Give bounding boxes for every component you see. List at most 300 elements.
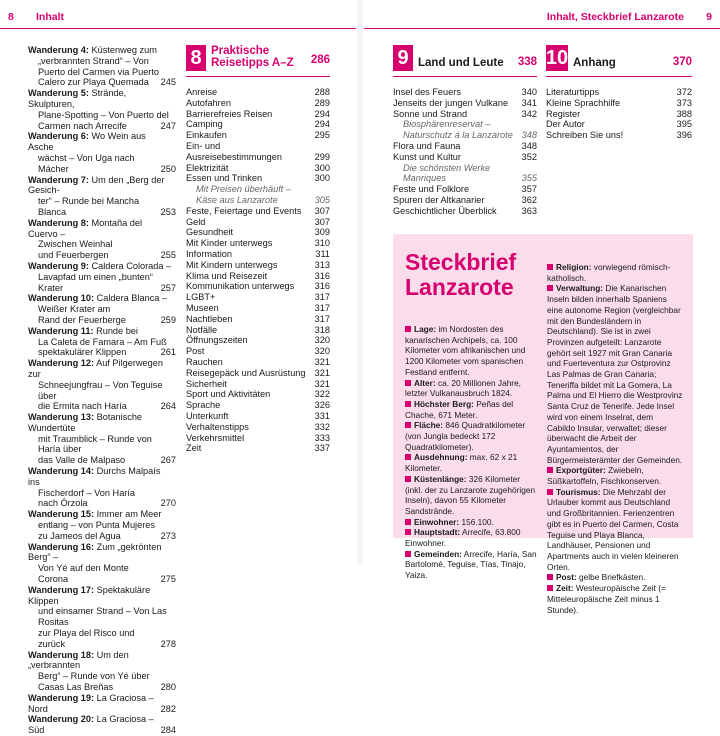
chapter-8-entry-page: 337 (314, 443, 330, 454)
chapter-8-entry-page: 305 (314, 194, 330, 205)
hike-page: 264 (160, 401, 176, 412)
hike-entry-text: ter“ – Runde bei Mancha Blanca (38, 196, 140, 217)
chapter-8-entry (186, 109, 330, 120)
hike-entry-line (28, 239, 176, 250)
steckbrief-fact-text: max. 62 x 21 Kilometer. (405, 452, 518, 474)
chapter-9-entry (393, 119, 537, 130)
chapter-9-entry-title: Spuren der Altkanarier (393, 194, 485, 205)
chapter-10-heading (546, 45, 692, 77)
hike-number: Wanderung 11: (28, 325, 94, 336)
hike-page: 259 (160, 314, 176, 325)
chapter-8-entry-page: 321 (314, 367, 330, 378)
steckbrief-fact-text: Arrecife, Haría, San Bartolomé, Teguise, Tías, Tinajo, Yaiza. (405, 548, 537, 581)
steckbrief-fact-text: 326 Kilometer (inkl. der zu Lanzarote zugehörigen Inseln), davon 55 Kilometer Sandstrände. (405, 473, 536, 516)
chapter-8-entry (186, 87, 330, 98)
hike-entry-text: La Caleta de Famara – Am Fuß (38, 336, 167, 347)
hike-entry-text: Carmen nach Arrecife (38, 120, 127, 131)
chapter-8-entry (186, 98, 330, 109)
chapter-8-entry-page: 295 (314, 130, 330, 141)
hike-entry-text: Lavapfad um einen „bunten“ Krater (38, 271, 153, 293)
hike-entry-text: Wanderung 18: Um den „verbrannten (28, 649, 129, 671)
hike-entry (28, 650, 176, 693)
hike-number: Wanderung 4: (28, 45, 89, 55)
hike-entry-text: Casas Las Breñas (38, 682, 114, 693)
chapter-8-entry (186, 389, 330, 400)
hike-entry-text: Calero zur Playa Quemada (38, 77, 149, 88)
hike-entry-line (28, 45, 176, 56)
chapter-9-entry-page: 348 (521, 140, 537, 151)
chapter-8-entry (186, 303, 330, 314)
hike-page: 282 (160, 703, 176, 714)
hike-entry-line (28, 466, 176, 488)
chapter-8-entry-page: 311 (315, 248, 330, 259)
hike-entry-line (28, 682, 176, 693)
hike-entry-text: Puerto del Carmen via Puerto (38, 66, 160, 77)
chapter-8-entry (186, 346, 330, 357)
hike-page: 273 (160, 530, 176, 541)
chapter-10-entries (546, 87, 692, 141)
chapter-8-entry-title: Camping (186, 119, 223, 130)
hike-entry (28, 175, 176, 218)
chapter-8-entry (186, 368, 330, 379)
hike-entry-line (28, 175, 176, 197)
hike-entry (28, 509, 176, 541)
hike-number: Wanderung 17: (28, 584, 95, 595)
hike-entry-text: und einsamer Strand – Von Las Rositas (38, 606, 167, 628)
chapter-8-entry-title: Einkaufen (186, 130, 227, 141)
hike-entry-text: Wanderung 15: Immer am Meer (28, 509, 162, 520)
steckbrief-fact (405, 474, 539, 517)
chapter-8-entry-page: 322 (314, 389, 330, 400)
chapter-8-entry-title: Mit Kinder unterwegs (186, 238, 273, 249)
hike-entry (28, 714, 176, 736)
bullet-square-icon (405, 380, 411, 386)
hike-entry-text: Wanderung 14: Durchs Malpaís ins (28, 466, 161, 487)
chapter-8-entry-page: 309 (314, 227, 330, 238)
hike-number: Wanderung 18: (28, 649, 95, 660)
steckbrief-fact-text: Westeuropäische Zeit (= Mitteleuropäische Zeit minus 1 Stunde). (547, 583, 666, 615)
bullet-square-icon (547, 285, 553, 291)
hike-entry (28, 293, 176, 325)
chapter-9-entry-title: Die schönsten Werke Manriques (403, 162, 491, 184)
hike-entry-line (28, 315, 176, 326)
bullet-square-icon (547, 467, 553, 473)
chapter-10-entry-page: 372 (676, 87, 692, 97)
steckbrief-fact (405, 517, 539, 528)
hike-entry-line (28, 488, 176, 510)
chapter-8-entry-title: Post (186, 346, 205, 357)
chapter-9-entry-page: 363 (521, 205, 537, 216)
hike-entry (28, 693, 176, 715)
chapter-8-entry-title: Unterkunft (186, 410, 229, 421)
chapter-9-entry-title: Sonne und Strand (393, 108, 468, 119)
hike-entry-text: Wanderung 9: Caldera Colorada – (28, 260, 172, 271)
chapter-9-entry-page: 357 (521, 184, 537, 195)
chapter-8-entry-title: Sport und Aktivitäten (186, 389, 271, 400)
chapter-8-entry (186, 206, 330, 217)
chapter-8-entry-title: Information (186, 248, 232, 259)
chapter-8-entry (186, 260, 330, 271)
chapter-10-entry-page: 388 (676, 108, 692, 119)
steckbrief-fact (405, 549, 539, 581)
chapter-8-entry-page: 317 (314, 302, 330, 313)
hike-page: 257 (160, 282, 176, 293)
hike-entry-line (28, 531, 176, 542)
chapter-9-entries (393, 87, 537, 217)
hike-entry-text: Wanderung 10: Caldera Blanca – (28, 293, 168, 304)
chapter-8-entry-title: Feste, Feiertage und Events (186, 205, 302, 216)
steckbrief-fact-text: im Nordosten des kanarischen Archipels, ca. 100 Kilometer vom afrikanischen und 1200 Kilometer vom spanischen Festland entfernt. (405, 324, 526, 377)
bullet-square-icon (547, 264, 553, 270)
hike-entry-text: Wanderung 8: Montaña del Cuervo – (28, 217, 143, 239)
chapter-8-entry-title: Notfälle (186, 324, 218, 335)
chapter-8-entry (186, 335, 330, 346)
chapter-8-entry-page: 320 (314, 335, 330, 346)
hike-entry (28, 131, 176, 174)
bullet-square-icon (547, 489, 553, 495)
steckbrief-fact-text: 156.100. (459, 516, 494, 527)
steckbrief-fact-text: Die Kanarischen Inseln bilden innerhalb Spaniens eine autonome Region (vergleichbar mit den Bundesländern in Deutschland). Sie ist in zwei Provinzen aufgeteilt: Lanzarote gehört seit 1927 mit Gran Canaria und Fuerteventura zur Ostprovinz Las Palmas de Gran Canaria; Teneriffa bildet mit La Gomera, La Palma und El Hierro die Westprovinz Santa Cruz de Tenerife. Jede Insel wird von einem Inselrat, dem Cabildo Insular, verwaltet; dieser überwacht die Arbeit der Ayuntamientos, der Bürgermeisterämter der Gemeinden. (547, 283, 683, 465)
hike-page: 284 (160, 725, 176, 736)
bullet-square-icon (405, 454, 411, 460)
chapter-8-entry (186, 195, 330, 206)
steckbrief-fact (405, 420, 539, 452)
hike-page: 270 (160, 498, 176, 509)
chapter-8-entry-title: Klima und Reisezeit (186, 270, 268, 281)
chapter-9-entry-title: Naturschutz á la Lanzarote (403, 130, 513, 141)
steckbrief-fact-label: Höchster Berg: (414, 398, 474, 409)
hike-entry (28, 261, 176, 293)
hike-page: 280 (160, 682, 176, 693)
chapter-10-title: Anhang (573, 57, 616, 69)
steckbrief-title (405, 250, 516, 300)
steckbrief-fact-label: Verwaltung: (556, 283, 604, 294)
steckbrief-fact-text: Zwiebeln, Süßkartoffeln, Fischkonserven. (547, 465, 662, 487)
hike-entry-line (28, 153, 176, 175)
chapter-10-number: 10 (546, 45, 568, 71)
chapter-10-column (546, 45, 692, 141)
right-page-header (364, 0, 720, 29)
hike-page: 253 (160, 206, 176, 217)
chapter-8-entry-title: Reisegepäck und Ausrüstung (186, 367, 306, 378)
hike-number: Wanderung 15: (28, 509, 95, 520)
chapter-8-entry (186, 325, 330, 336)
chapter-8-number: 8 (186, 45, 206, 71)
chapter-8-title (211, 45, 311, 69)
steckbrief-fact-label: Religion: (556, 262, 592, 272)
hike-entry-line (28, 693, 176, 715)
left-running-title: Inhalt (36, 11, 64, 23)
chapter-9-entry-page: 342 (521, 108, 537, 119)
hike-entry-line (28, 110, 176, 121)
chapter-9-entry-title: Geschichtlicher Überblick (393, 205, 497, 216)
hike-number: Wanderung 12: (28, 358, 95, 369)
bullet-square-icon (405, 476, 411, 482)
hike-entry (28, 326, 176, 358)
hike-entry-text: die Ermita nach Haría (38, 401, 127, 412)
chapter-8-entry (186, 411, 330, 422)
steckbrief-fact (405, 452, 539, 473)
chapter-8-entry-page: 310 (314, 238, 330, 249)
chapter-9-entry (393, 184, 537, 195)
hike-entry-text: das Valle de Malpaso (38, 455, 126, 466)
hike-entry-text: Fischerdorf – Von Haría nach Órzola (38, 487, 136, 509)
hike-entry (28, 358, 176, 412)
hike-number: Wanderung 16: (28, 541, 95, 552)
chapter-8-entry-title: Nachtleben (186, 313, 233, 324)
hike-number: Wanderung 20: (28, 714, 95, 725)
hike-entry-line (28, 434, 176, 456)
chapter-8-entry-title: Sprache (186, 400, 221, 411)
right-running-title: Inhalt, Steckbrief Lanzarote (546, 11, 684, 23)
chapter-9-entry-title: Jenseits der jungen Vulkane (393, 97, 509, 108)
chapter-8-entry (186, 173, 330, 184)
hike-entry-text: wächst – Von Uga nach Mácher (38, 152, 135, 174)
steckbrief-fact-label: Zeit: (556, 583, 574, 594)
chapter-8-entry (186, 249, 330, 260)
hike-entry-text: Rand der Feuerberge (38, 314, 126, 325)
chapter-8-page: 286 (310, 54, 330, 66)
chapter-9-entry-title: Insel des Feuers (393, 87, 461, 97)
steckbrief-title-line2: Lanzarote (405, 274, 514, 300)
chapter-8-entry-title: Autofahren (186, 97, 231, 108)
chapter-8-entry (186, 271, 330, 282)
chapter-9-entry-page: 352 (521, 151, 537, 162)
hike-entry-text: Wanderung 13: Botanische Wundertüte (28, 412, 143, 433)
chapter-8-entry-page: 333 (314, 432, 330, 443)
chapter-9-column (393, 45, 537, 217)
steckbrief-fact-label: Fläche: (414, 420, 444, 431)
chapter-8-entry-title: LGBT+ (186, 292, 216, 303)
hike-entry-text: Wanderung 17: Spektakuläre Klippen (28, 584, 151, 606)
steckbrief-fact-text: Die Mehrzahl der Urlauber kommt aus Deutschland und Großbritannien. Ferienzentren gibt es in Puerto del Carmen, Costa Teguise und Playa Blanca, Landhäuser, Pensionen und Apartments auch in vielen kleineren Orten. (547, 486, 679, 572)
chapter-8-entry-page: 307 (314, 205, 330, 216)
chapter-9-entry-page: 340 (521, 87, 537, 97)
chapter-8-entry (186, 130, 330, 141)
hike-page: 275 (160, 574, 176, 585)
bullet-square-icon (547, 585, 553, 591)
chapter-8-entry-title: Geld (186, 216, 206, 227)
hike-entry (28, 542, 176, 585)
hike-entry-line (28, 380, 176, 402)
chapter-8-entry (186, 184, 330, 195)
steckbrief-fact-label: Lage: (414, 324, 437, 334)
bullet-square-icon (405, 401, 411, 407)
hike-number: Wanderung 5: (28, 88, 89, 99)
hike-entry-line (28, 358, 176, 380)
chapter-8-entry (186, 400, 330, 411)
steckbrief-fact-label: Hauptstadt: (414, 527, 461, 538)
chapter-8-entry (186, 379, 330, 390)
chapter-9-entry (393, 109, 537, 120)
hikes-toc-column (28, 45, 176, 736)
hike-entry-line (28, 347, 176, 358)
hike-number: Wanderung 9: (28, 260, 89, 271)
steckbrief-fact-label: Alter: (414, 377, 436, 388)
chapter-8-entry-title: Anreise (186, 87, 218, 97)
chapter-8-entry-page: 289 (314, 97, 330, 108)
hike-entry-line (28, 563, 176, 585)
hike-entry (28, 88, 176, 131)
steckbrief-title-line1: Steckbrief (405, 249, 517, 275)
hike-entry-text: Wanderung 5: Strände, Skulpturen, (28, 88, 127, 109)
left-page-header (0, 0, 356, 29)
chapter-9-entry (393, 152, 537, 163)
hike-entry-line (28, 650, 176, 672)
chapter-8-entry (186, 141, 330, 163)
chapter-8-column (186, 45, 330, 454)
left-page-number: 8 (8, 11, 14, 23)
hike-entry-line (28, 542, 176, 564)
hike-entry-text: zur Playa del Risco und zurück (38, 628, 135, 649)
chapter-8-title-line1: Praktische (211, 45, 270, 57)
chapter-8-entry-title: Museen (186, 302, 219, 313)
chapter-8-entry (186, 119, 330, 130)
hike-entry (28, 585, 176, 650)
hike-number: Wanderung 14: (28, 466, 95, 477)
chapter-8-entry-title: Barrierefreies Reisen (186, 108, 273, 119)
chapter-9-entry-page: 348 (521, 130, 537, 141)
hike-entry-line (28, 261, 176, 272)
hike-entry-line (28, 121, 176, 132)
chapter-9-entry-page: 362 (521, 194, 537, 205)
hike-entry (28, 218, 176, 261)
hike-entry-line (28, 67, 176, 78)
steckbrief-facts-right (547, 262, 683, 615)
chapter-8-entry-page: 332 (314, 421, 330, 432)
steckbrief-fact-label: Tourismus: (556, 486, 601, 497)
chapter-8-entry-title: Mit Kindern unterwegs (186, 259, 278, 270)
hike-number: Wanderung 6: (28, 131, 89, 142)
hike-entry-line (28, 196, 176, 218)
steckbrief-fact-text: vorwiegend römisch-katholisch. (547, 262, 671, 283)
chapter-10-entry (546, 119, 692, 130)
chapter-8-entry-title: Gesundheit (186, 227, 233, 238)
chapter-10-entry (546, 109, 692, 120)
steckbrief-fact-label: Post: (556, 572, 577, 583)
chapter-10-entry (546, 98, 692, 109)
steckbrief-facts-left (405, 324, 539, 581)
chapter-9-heading (393, 45, 537, 77)
chapter-8-entry-page: 326 (314, 400, 330, 411)
chapter-8-entry (186, 422, 330, 433)
chapter-9-entry-title: Kunst und Kultur (393, 151, 461, 162)
hike-entry-text: mit Traumblick – Runde von Haría über (38, 433, 152, 455)
chapter-8-entry-page: 316 (314, 281, 330, 292)
chapter-9-entry (393, 141, 537, 152)
book-spine (357, 0, 363, 564)
chapter-8-entry-title: Kommunikation unterwegs (186, 281, 295, 292)
chapter-10-entry-title: Register (546, 108, 581, 119)
hike-entry-text: spektakulärer Klippen (38, 347, 127, 358)
chapter-9-entry (393, 206, 537, 217)
chapter-9-entry (393, 163, 537, 185)
chapter-10-entry-title: Literaturtipps (546, 87, 600, 97)
chapter-8-entry-page: 300 (314, 162, 330, 173)
hike-entry-line (28, 250, 176, 261)
chapter-8-entry-title: Verkehrsmittel (186, 432, 245, 443)
hike-page: 247 (160, 120, 176, 131)
chapter-8-entry-page: 294 (314, 119, 330, 130)
hike-entry-text: Schneejungfrau – Von Teguise über (38, 379, 163, 401)
hike-entry-line (28, 218, 176, 240)
steckbrief-fact (547, 487, 683, 573)
steckbrief-fact (405, 399, 539, 420)
chapter-9-entry-page: 341 (521, 97, 537, 108)
hike-entry-text: Wanderung 16: Zum „gekrönten Berg“ – (28, 541, 162, 563)
chapter-9-title: Land und Leute (418, 57, 504, 69)
chapter-10-entry-page: 396 (676, 130, 692, 141)
steckbrief-fact-text: 846 Quadratkilometer (von Jungla bedeckt 172 Quadratkilometer). (405, 420, 526, 452)
hike-entry-text: Von Yé auf den Monte Corona (38, 563, 129, 585)
chapter-8-entry (186, 281, 330, 292)
hike-entry-text: und Feuerbergen (38, 250, 109, 261)
hike-entry-text: Wanderung 7: Um den „Berg der Gesich- (28, 174, 165, 196)
hike-entry-line (28, 131, 176, 153)
hike-page: 255 (160, 250, 176, 261)
hike-entry-line (28, 455, 176, 466)
right-page-number: 9 (706, 11, 712, 23)
chapter-8-entry-page: 331 (314, 410, 330, 421)
chapter-9-number: 9 (393, 45, 413, 71)
chapter-9-entry (393, 195, 537, 206)
chapter-8-entry-title: Zeit (186, 443, 202, 454)
hike-entry-text: „verbrannten Strand“ – Von (38, 55, 149, 66)
steckbrief-fact-text: Arrecife, 63.800 Einwohner. (405, 527, 521, 549)
hike-page: 267 (160, 455, 176, 466)
chapter-8-title-line2: Reisetipps A–Z (211, 57, 294, 69)
steckbrief-fact-text: gelbe Briefkästen. (576, 572, 646, 583)
bullet-square-icon (405, 519, 411, 525)
chapter-10-entry-title: Der Autor (546, 119, 585, 130)
steckbrief-fact (405, 324, 539, 378)
steckbrief-fact-label: Ausdehnung: (414, 452, 468, 463)
hike-entry-line (28, 401, 176, 412)
steckbrief-fact-label: Küstenlänge: (414, 473, 467, 484)
hike-entry-line (28, 326, 176, 337)
chapter-8-heading (186, 45, 330, 77)
chapter-8-entry-page: 288 (314, 87, 330, 97)
steckbrief-fact-text: Peñas del Chache, 671 Meter. (405, 398, 514, 420)
hike-entry (28, 412, 176, 466)
hike-entry-text: Zwischen Weinhal (38, 239, 113, 250)
chapter-9-page: 338 (517, 56, 537, 68)
chapter-8-entry-page: 321 (314, 356, 330, 367)
hike-entry-text: zu Jameos del Agua (38, 530, 121, 541)
chapter-8-entry-page: 317 (314, 313, 330, 324)
chapter-8-entry-title: Rauchen (186, 356, 223, 367)
hike-entry-text: Wanderung 12: Auf Pilgerwegen zur (28, 358, 163, 379)
hike-entry-line (28, 520, 176, 531)
steckbrief-fact-label: Exportgüter: (556, 465, 606, 476)
chapter-8-entry-page: 320 (314, 346, 330, 357)
steckbrief-fact-label: Gemeinden: (414, 548, 462, 559)
hike-number: Wanderung 19: (28, 692, 95, 703)
steckbrief-box (393, 234, 693, 615)
chapter-8-entry-title: Sicherheit (186, 378, 227, 389)
chapter-8-entry-title: Mit Preisen überhäuft – (196, 184, 291, 195)
hike-entry-line (28, 714, 176, 736)
hike-number: Wanderung 13: (28, 412, 95, 423)
hike-entry-line (28, 606, 176, 628)
chapter-8-entry (186, 217, 330, 228)
chapter-8-entry (186, 314, 330, 325)
hike-entry (28, 466, 176, 509)
chapter-8-entry (186, 163, 330, 174)
chapter-8-entry-title: Käse aus Lanzarote (196, 194, 278, 205)
chapter-10-entry-page: 395 (676, 119, 692, 130)
hike-entry-line (28, 585, 176, 607)
